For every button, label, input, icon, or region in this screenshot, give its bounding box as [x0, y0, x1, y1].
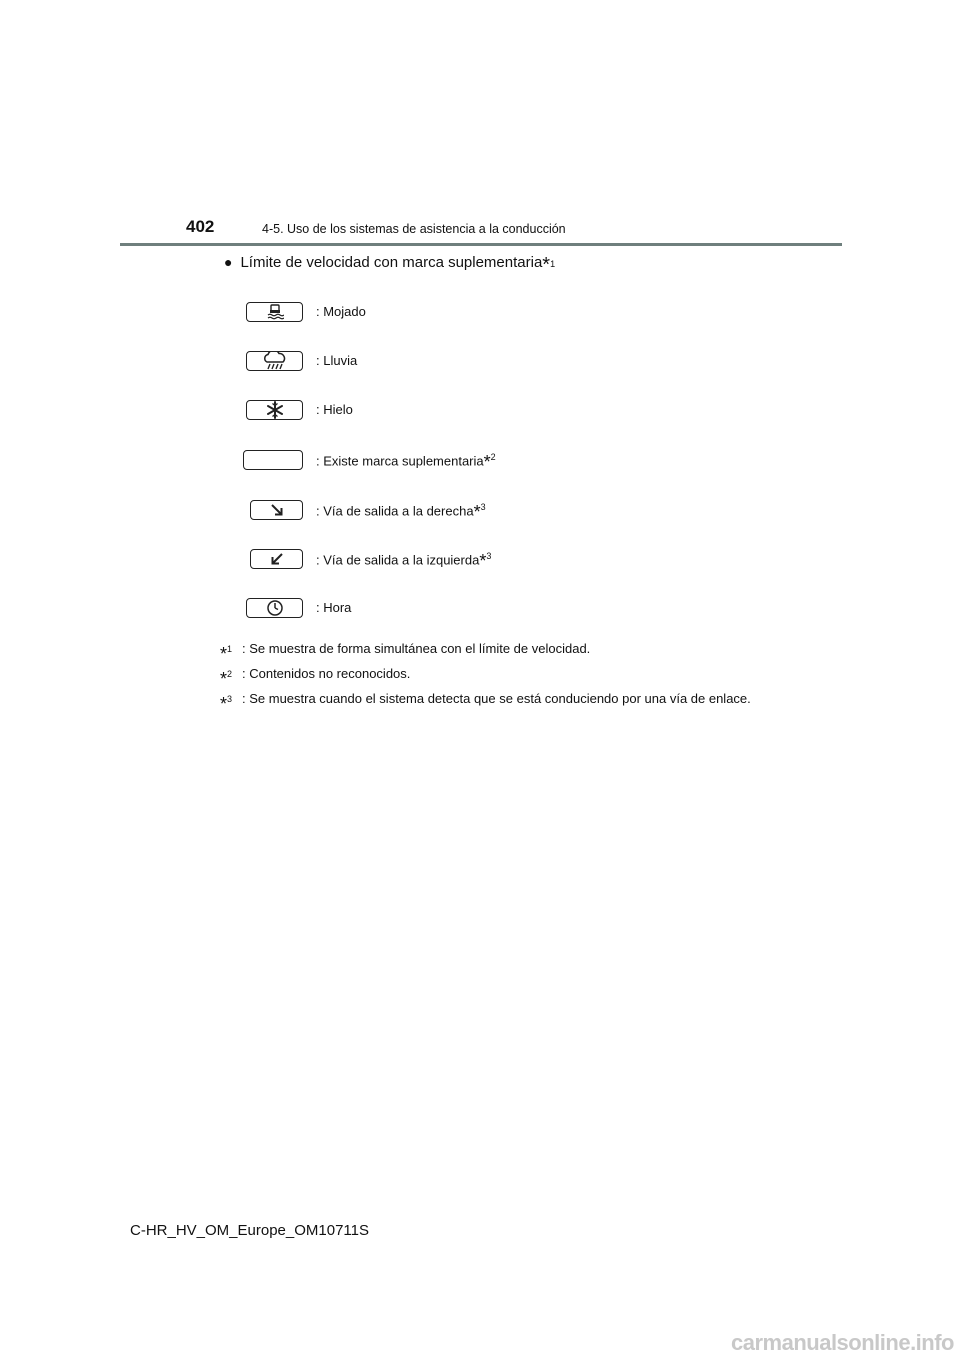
heading-text: Límite de velocidad con marca suplementaria [240, 254, 543, 271]
snowflake-icon [246, 400, 303, 420]
item-label: : Mojado [316, 304, 366, 319]
item-label: : Vía de salida a la derecha*$^3$ [316, 502, 486, 523]
blank-box-icon [243, 450, 303, 470]
footnote-text: : Contenidos no reconocidos. [242, 666, 411, 681]
footnote-text: : Se muestra cuando el sistema detecta que se está conduciendo por una vía de enlace. [242, 691, 751, 706]
item-label: : Lluvia [316, 353, 358, 368]
heading-note-ref: 1 [550, 259, 556, 269]
footnote-marker: *$^1$ [220, 644, 233, 665]
heading: ● Límite de velocidad con marca suplementaria * 1 [224, 254, 556, 276]
arrow-down-left-icon [250, 549, 303, 569]
bullet-icon: ● [224, 254, 233, 270]
header-rule [120, 243, 842, 246]
footnote-marker: *$^2$ [220, 669, 233, 690]
item-label: : Hora [316, 600, 352, 615]
arrow-down-right-icon [250, 500, 303, 520]
footnote-text: : Se muestra de forma simultánea con el límite de velocidad. [242, 641, 591, 656]
asterisk-icon: * [473, 502, 481, 523]
wet-road-icon [246, 302, 303, 322]
page-number: 402 [186, 217, 215, 236]
section-title: 4-5. Uso de los sistemas de asistencia a la conducción [262, 222, 566, 236]
item-label: : Hielo [316, 402, 353, 417]
item-label: : Existe marca suplementaria*$^2$ [316, 452, 496, 473]
asterisk-icon: * [479, 551, 487, 572]
watermark[interactable]: carmanualsonline.info [731, 1330, 954, 1355]
item-label: : Vía de salida a la izquierda*$^3$ [316, 551, 492, 572]
asterisk-icon: * [483, 452, 491, 473]
clock-icon [246, 598, 303, 618]
document-code: C-HR_HV_OM_Europe_OM10711S [130, 1222, 369, 1239]
footnote-marker: *$^3$ [220, 694, 233, 715]
rain-cloud-icon [246, 351, 303, 371]
